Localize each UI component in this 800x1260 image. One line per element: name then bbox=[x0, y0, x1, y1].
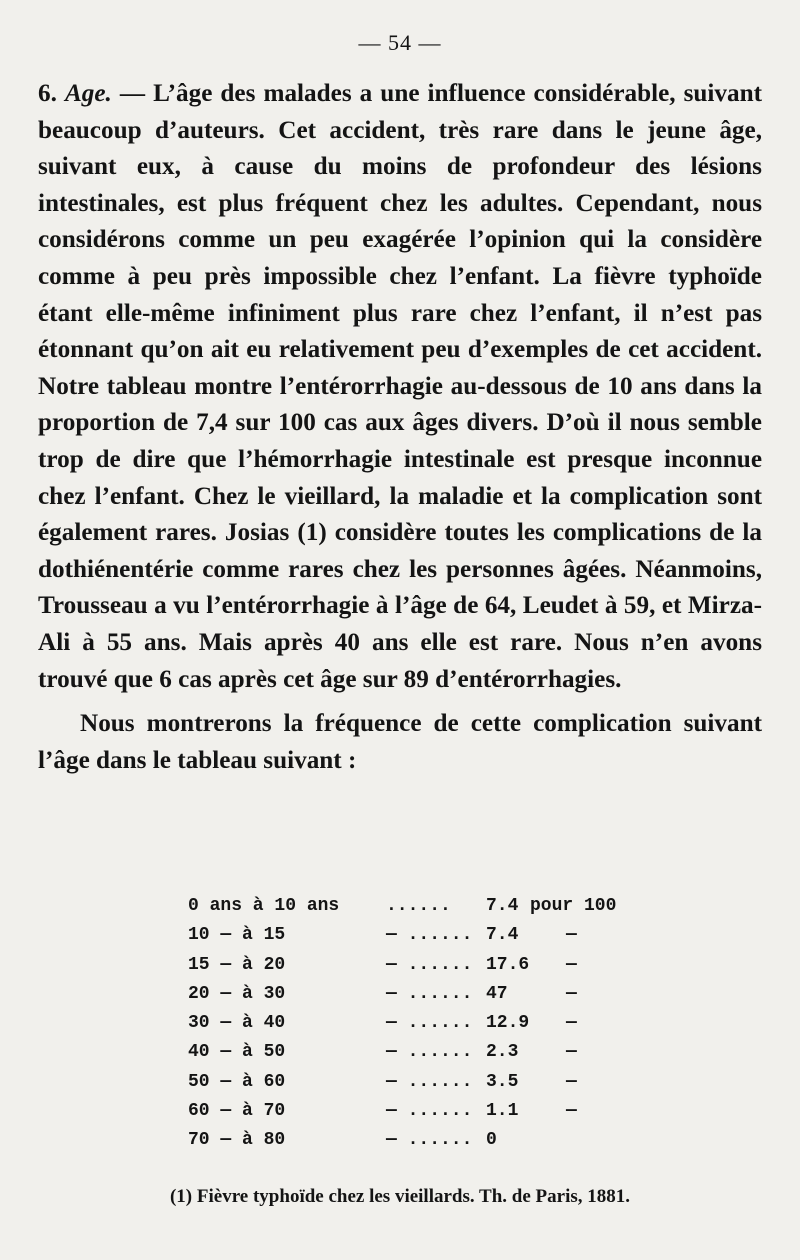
age-range: 50 — à 60 bbox=[188, 1071, 286, 1092]
footnote: (1) Fièvre typhoïde chez les vieillards. Th. de Paris, 1881. bbox=[169, 1186, 630, 1207]
paragraph-age-text: — L’âge des malades a une influence considérable, suivant beaucoup d’auteurs. Cet accident, très rare dans le jeune âge, suivant eux, à cause du moins de profondeur des lésions intestinales, est plus fréquent chez les adultes. Cependant, nous considérons comme un peu exagérée l’opinion qui la considère comme à peu près impossible chez l’enfant. La fièvre typhoïde étant elle-même infiniment plus rare chez l’enfant, il n’est pas étonnant qu’on ait eu relativement peu d’exemples de cet accident. Notre tableau montre l’entérorrhagie au-dessous de 10 ans dans la proportion de 7,4 sur 100 cas aux âges divers. D’où il nous semble trop de dire que l’hémorrhagie intestinale est presque inconnue chez l’enfant. Chez le vieillard, la maladie et la complication sont également rares. Josias (1) considère toutes les complications de la dothiénentérie comme rares chez les personnes âgées. Néanmoins, Trousseau a vu l’entérorrhagie à l’âge de 64, Leudet à 59, et Mirza-Ali à 55 ans. Mais après 40 ans elle est rare. Nous n’en avons trouvé que 6 cas après cet âge sur 89 d’entérorrhagies. bbox=[38, 80, 763, 693]
frequency-value: 3.5 bbox=[486, 1071, 519, 1092]
leader-dots: — ...... bbox=[386, 1042, 473, 1063]
ditto-dash: — bbox=[566, 954, 577, 975]
frequency-value: 12.9 bbox=[486, 1013, 530, 1034]
frequency-value: 0 bbox=[486, 1130, 497, 1151]
frequency-value: 7.4 bbox=[486, 896, 519, 916]
leader-dots: — ...... bbox=[386, 1101, 473, 1122]
ditto-dash: — bbox=[566, 1013, 577, 1034]
page-number: — 54 — bbox=[358, 30, 442, 55]
age-range: 30 — à 40 bbox=[188, 1013, 286, 1034]
ditto-dash: — bbox=[566, 1042, 577, 1063]
leader-dots: — ...... bbox=[386, 1013, 473, 1034]
paragraph-age bbox=[38, 76, 762, 698]
age-range: 15 — à 20 bbox=[188, 954, 286, 975]
frequency-value: 47 bbox=[486, 983, 508, 1004]
frequency-value: 1.1 bbox=[486, 1101, 519, 1122]
frequency-value: 2.3 bbox=[486, 1042, 519, 1063]
ditto-dash: — bbox=[566, 983, 577, 1004]
age-range: 10 — à 15 bbox=[188, 925, 286, 946]
ditto-dash: — bbox=[566, 1101, 577, 1122]
frequency-value: 7.4 bbox=[486, 925, 519, 946]
leader-dots: — ...... bbox=[386, 1130, 473, 1151]
age-range: 60 — à 70 bbox=[188, 1101, 286, 1122]
leader-dots: — ...... bbox=[386, 983, 473, 1004]
ditto-dash: — bbox=[566, 925, 577, 946]
leader-dots: — ...... bbox=[386, 925, 473, 946]
frequency-unit: pour 100 bbox=[530, 896, 617, 916]
age-range: 0 ans à 10 ans bbox=[188, 896, 340, 916]
age-range: 70 — à 80 bbox=[188, 1130, 286, 1151]
section-number: 6. bbox=[38, 80, 57, 107]
leader-dots: — ...... bbox=[386, 954, 473, 975]
ditto-dash: — bbox=[566, 1071, 577, 1092]
frequency-value: 17.6 bbox=[486, 954, 530, 975]
paragraph-table-intro: Nous montrerons la fréquence de cette complication suivant l’âge dans le tableau suivant : bbox=[38, 710, 762, 774]
age-range: 40 — à 50 bbox=[188, 1042, 286, 1063]
leader-dots: — ...... bbox=[386, 1071, 473, 1092]
age-range: 20 — à 30 bbox=[188, 983, 286, 1004]
leader-dots: ...... bbox=[386, 896, 451, 916]
section-title: Age. bbox=[64, 80, 112, 107]
body-text bbox=[38, 76, 762, 779]
